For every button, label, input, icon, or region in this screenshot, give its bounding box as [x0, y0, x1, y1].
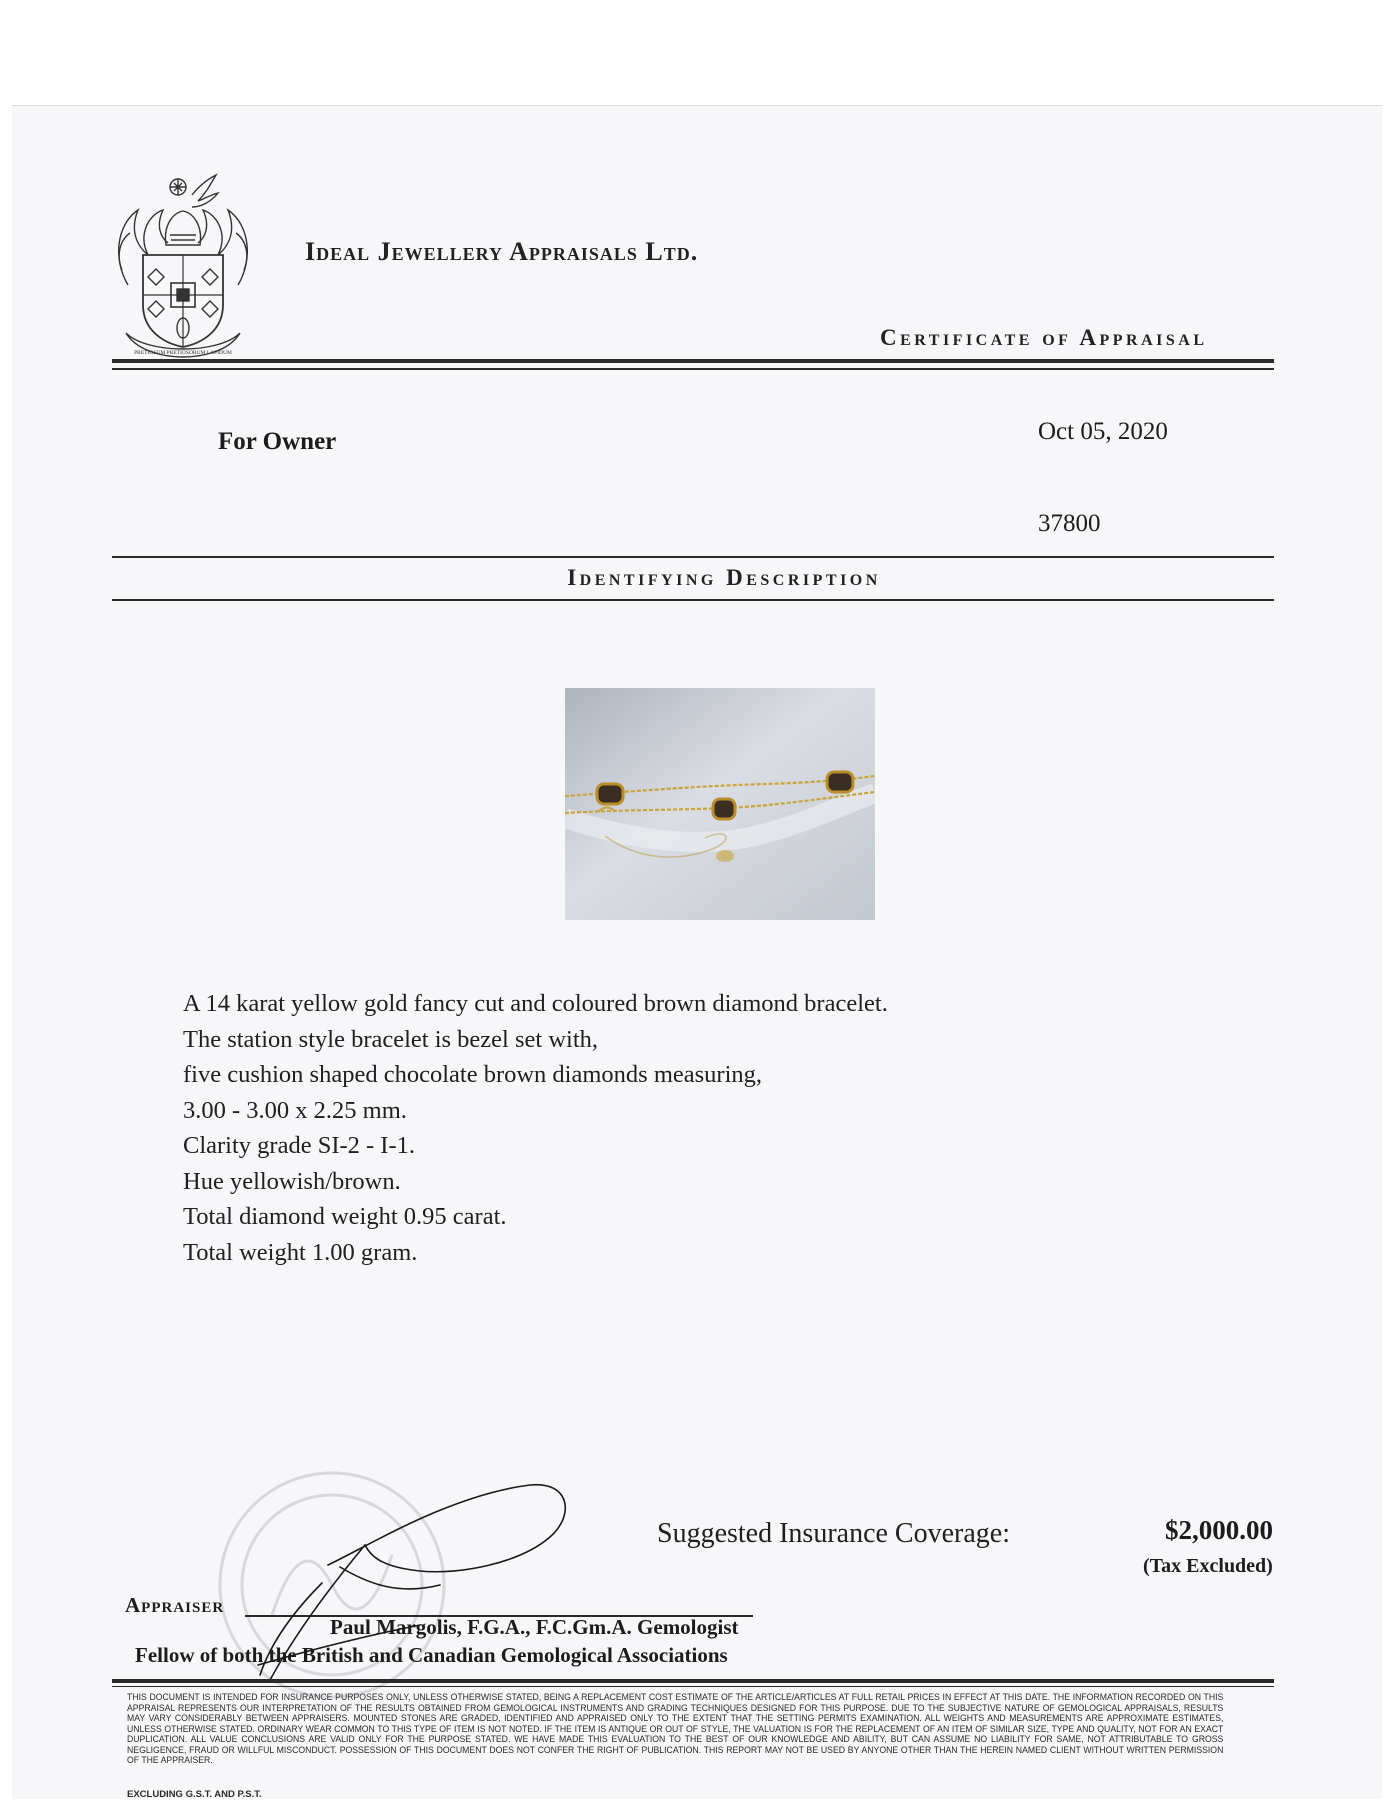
- description-line: five cushion shaped chocolate brown diamonds measuring,: [183, 1061, 763, 1088]
- appraisal-number: 37800: [1038, 510, 1101, 537]
- appraiser-name: Paul Margolis, F.G.A., F.C.Gm.A. Gemologist: [330, 1615, 739, 1639]
- document-title: Certificate of Appraisal: [880, 325, 1208, 350]
- legal-disclaimer: THIS DOCUMENT IS INTENDED FOR INSURANCE PURPOSES ONLY, UNLESS OTHERWISE STATED, BEING A REPLACEMENT COST ESTIMATE OF THE ARTICLE/ARTICLES AT FULL RETAIL PRICES IN EFFECT AT THIS DATE. THE INFORMATION RECORDED ON THIS APPRAISAL REPRESENTS OUR INTERPRETATION OF THE RESULTS OBTAINED FROM GEMOLOGICAL INSTRUMENTS AND GRADING TECHNIQUES DESIGNED FOR THIS PURPOSE. DUE TO THE SUBJECTIVE NATURE OF GEMOLOGICAL APPRAISALS, RESULTS MAY VARY CONSIDERABLY BETWEEN APPRAISERS. MOUNTED STONES ARE GRADED, IDENTIFIED AND APPRAISED ONLY TO THE EXTENT THAT THE SETTING PERMITS EXAMINATION. ALL WEIGHTS AND MEASUREMENTS ARE APPROXIMATE ESTIMATES, UNLESS OTHERWISE STATED. ORDINARY WEAR COMMON TO THIS TYPE OF ITEM IS NOT NOTED. IF THE ITEM IS ANTIQUE OR OUT OF STYLE, THE VALUATION IS FOR THE REPLACEMENT OF AN ITEM OF SIMILAR SIZE, TYPE AND QUALITY, NOT FOR AN EXACT DUPLICATION. ALL VALUE CONCLUSIONS ARE VALID ONLY FOR THE PURPOSE STATED. WE HAVE MADE THIS EVALUATION TO THE BEST OF OUR KNOWLEDGE AND ABILITY, BUT CAN ASSUME NO LIABILITY FOR SAME, NOT ATTRIBUTABLE TO GROSS NEGLIGENCE, FRAUD OR WILLFUL MISCONDUCT. POSSESSION OF THIS DOCUMENT DOES NOT CONFER THE RIGHT OF PUBLICATION. THIS REPORT MAY NOT BE USED BY ANYONE OTHER THAN THE HEREIN NAMED CLIENT WITHOUT WRITTEN PERMISSION OF THE APPRAISER.: [127, 1692, 1224, 1765]
- description-line: Hue yellowish/brown.: [183, 1167, 401, 1195]
- section-rule-top: [112, 556, 1274, 558]
- section-title: Identifying Description: [567, 565, 881, 590]
- appraiser-signature: [230, 1475, 590, 1685]
- description-line: Total diamond weight 0.95 carat.: [183, 1203, 507, 1230]
- description-line: Total weight 1.00 gram.: [183, 1238, 418, 1266]
- description-line: The station style bracelet is bezel set with,: [183, 1025, 599, 1053]
- footer-rule-thick: [112, 1679, 1274, 1683]
- company-crest-logo: [108, 165, 258, 360]
- appraiser-fellowship: Fellow of both the British and Canadian Gemological Associations: [135, 1643, 728, 1667]
- appraiser-label: Appraiser: [125, 1593, 225, 1617]
- insurance-coverage-label: Suggested Insurance Coverage:: [657, 1518, 1010, 1549]
- company-name: Ideal Jewellery Appraisals Ltd.: [305, 237, 699, 266]
- footer-rule-thin: [112, 1686, 1274, 1687]
- insurance-coverage-amount: $2,000.00: [1165, 1515, 1273, 1545]
- recipient-label: For Owner: [218, 428, 337, 455]
- section-rule-bottom: [112, 599, 1274, 601]
- description-line: Clarity grade SI-2 - I-1.: [183, 1132, 415, 1159]
- tax-note: (Tax Excluded): [1143, 1555, 1273, 1577]
- description-line: 3.00 - 3.00 x 2.25 mm.: [183, 1096, 407, 1124]
- header-rule-thick: [112, 359, 1274, 363]
- header-rule-thin: [112, 368, 1274, 370]
- tax-exclusion-note: EXCLUDING G.S.T. AND P.S.T.: [127, 1789, 262, 1800]
- description-line: A 14 karat yellow gold fancy cut and coloured brown diamond bracelet.: [183, 990, 888, 1017]
- bracelet-photo: [565, 688, 875, 920]
- item-description: [183, 986, 888, 1270]
- appraisal-date: Oct 05, 2020: [1038, 418, 1168, 445]
- svg-text:PRETIOSUM PRETIOSORUM LAPIDUM: PRETIOSUM PRETIOSORUM LAPIDUM: [134, 350, 232, 356]
